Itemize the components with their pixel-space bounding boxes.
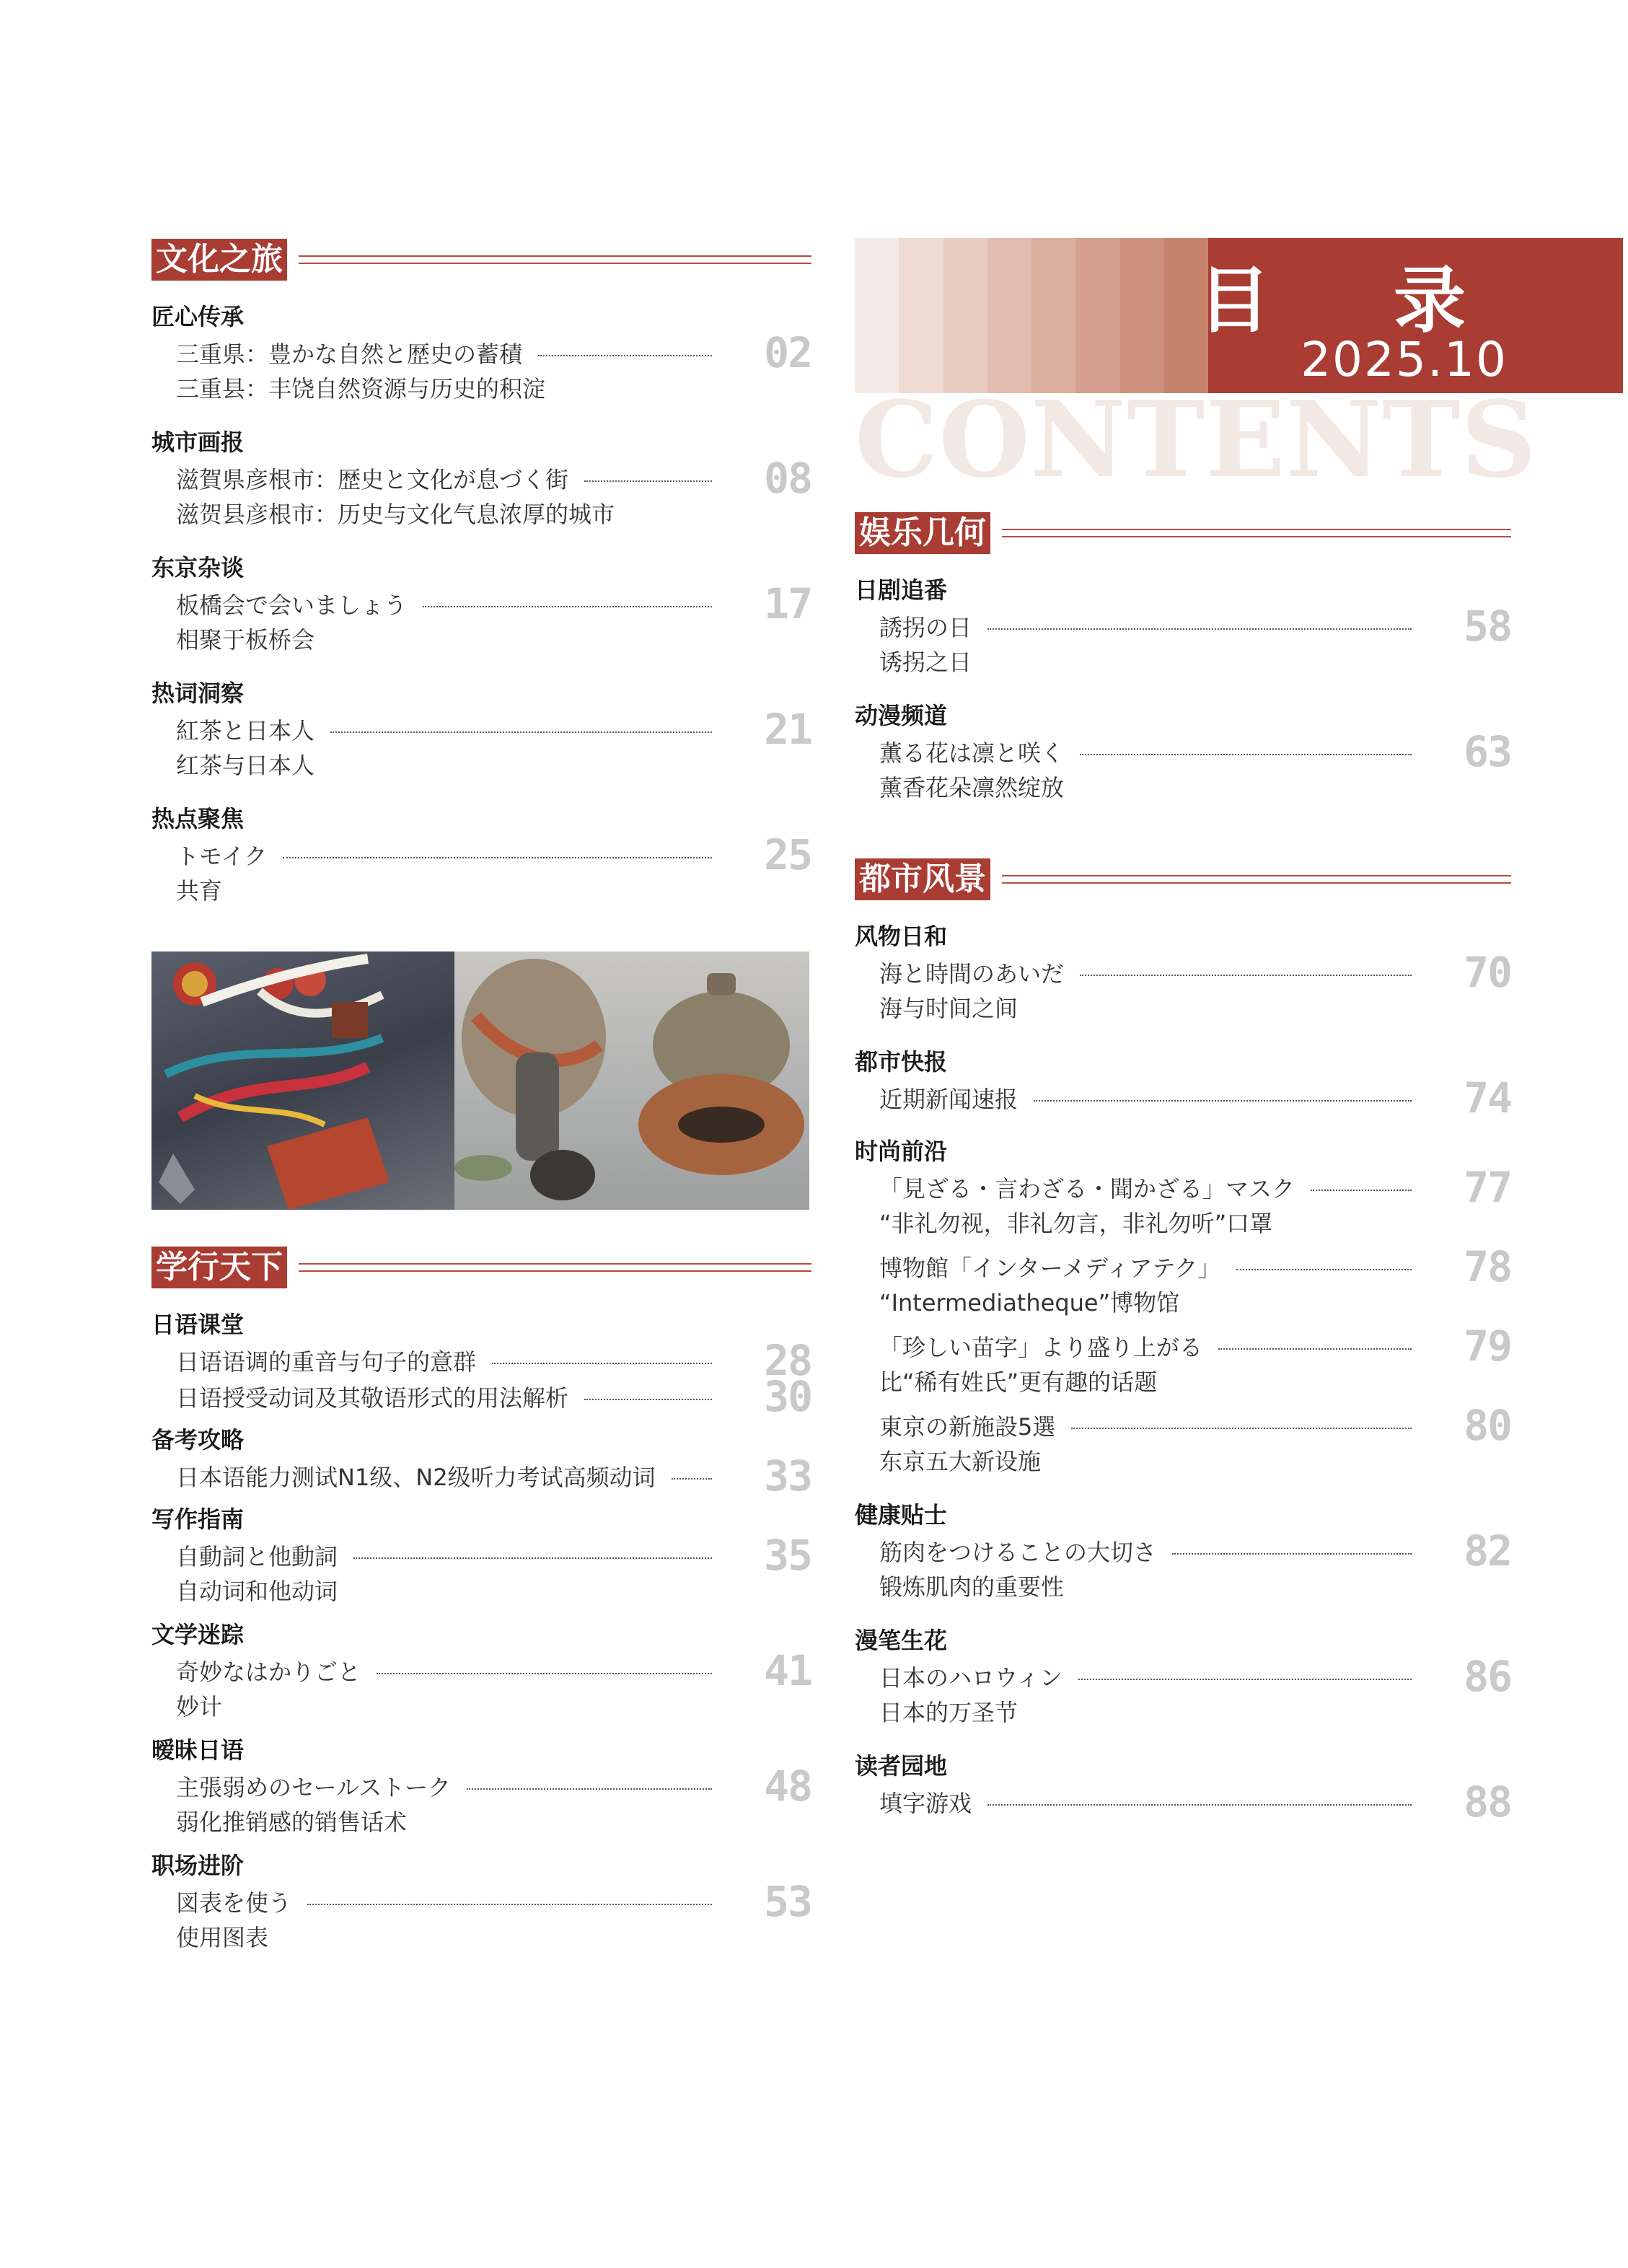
- entry-subtitle: 三重县：丰饶自然资源与历史的积淀: [176, 375, 546, 403]
- dot-leader: [1311, 1190, 1412, 1191]
- entry-subtitle: “非礼勿视，非礼勿言，非礼勿听”口罩: [879, 1210, 1273, 1237]
- category-label: 健康贴士: [855, 1501, 948, 1529]
- entry-subtitle: 弱化推销感的销售话术: [176, 1808, 408, 1836]
- contents-watermark: CONTENTS: [855, 379, 1537, 501]
- section-heading: [151, 1246, 811, 1289]
- photo-pottery: [454, 951, 809, 1210]
- entry-subtitle: 妙计: [176, 1693, 223, 1720]
- section-heading: [855, 858, 1511, 901]
- entry-title: 誘拐の日: [879, 614, 972, 641]
- left-column: [151, 238, 811, 1963]
- entry-title: 填字游戏: [879, 1790, 972, 1817]
- entry-title: 板橋会で会いましょう: [176, 592, 408, 619]
- page-number: 02: [764, 328, 811, 377]
- page-number: 17: [764, 579, 811, 628]
- toc-entry[interactable]: [151, 454, 811, 503]
- section-heading: [855, 511, 1511, 555]
- page-number: 08: [764, 454, 811, 503]
- entry-title: 近期新闻速报: [879, 1086, 1018, 1113]
- gradient-stripe: [855, 238, 899, 393]
- category-label: 东京杂谈: [151, 554, 245, 581]
- dot-leader: [467, 1788, 712, 1790]
- spacer: [151, 783, 811, 801]
- section-title: 学行天下: [151, 1247, 287, 1288]
- entry-subtitle: 相聚于板桥会: [176, 626, 315, 654]
- spacer: [855, 1480, 1511, 1497]
- dot-leader: [987, 628, 1412, 630]
- page-number: 79: [1464, 1322, 1511, 1371]
- entry-title: 筋肉をつけることの大切さ: [879, 1539, 1157, 1566]
- entry-subtitle: 滋贺县彦根市：历史与文化气息浓厚的城市: [176, 501, 615, 528]
- toc-entry[interactable]: [151, 328, 811, 377]
- dot-leader: [283, 857, 712, 858]
- spacer: [855, 1027, 1511, 1044]
- spacer: [151, 909, 811, 926]
- gradient-stripe: [899, 238, 943, 393]
- page-number: 48: [764, 1762, 811, 1811]
- entry-subtitle: 薰香花朵凛然绽放: [879, 774, 1065, 801]
- entry-subtitle: 使用图表: [176, 1924, 269, 1951]
- entry-subtitle: 红茶与日本人: [176, 752, 315, 779]
- toc-entry[interactable]: [151, 1877, 811, 1926]
- spacer: [151, 1725, 811, 1732]
- dot-leader: [1172, 1553, 1412, 1555]
- spacer: [151, 1415, 811, 1422]
- spacer: [855, 1321, 1511, 1328]
- category-label: 风物日和: [855, 923, 948, 950]
- page-number: 41: [764, 1646, 811, 1695]
- section-title: 都市风景: [855, 858, 990, 900]
- entry-title: 紅茶と日本人: [176, 717, 315, 744]
- category-label: 文学迷踪: [151, 1621, 245, 1648]
- section-title: 娱乐几何: [855, 512, 990, 554]
- spacer: [151, 532, 811, 550]
- spacer: [151, 658, 811, 675]
- right-body: [855, 494, 1511, 1837]
- entry-subtitle: 共育: [176, 877, 223, 905]
- page-number: 86: [1464, 1652, 1511, 1701]
- entry-title: 日语授受动词及其敬语形式的用法解析: [176, 1384, 569, 1412]
- category-label: 读者园地: [855, 1752, 948, 1780]
- category-label: 城市画报: [151, 428, 245, 456]
- spacer: [151, 1840, 811, 1847]
- gradient-stripe: [1120, 238, 1164, 393]
- spacer: [855, 823, 1511, 840]
- dot-leader: [423, 606, 712, 607]
- spacer: [151, 1494, 811, 1501]
- toc-entry[interactable]: [855, 1163, 1511, 1212]
- entry-title: 三重県：豊かな自然と歴史の蓄積: [176, 340, 523, 368]
- entry-subtitle: 诱拐之日: [879, 649, 972, 676]
- section-rule: [299, 255, 811, 264]
- spacer: [855, 1116, 1511, 1133]
- dot-leader: [584, 480, 712, 482]
- entry-title: 「珍しい苗字」より盛り上がる: [879, 1334, 1203, 1361]
- toc-entry[interactable]: [855, 1401, 1511, 1450]
- toc-entry[interactable]: [151, 830, 811, 879]
- toc-entry[interactable]: [151, 1336, 811, 1385]
- page-number: 88: [1464, 1777, 1511, 1827]
- section-rule: [299, 1263, 811, 1272]
- dot-leader: [307, 1904, 712, 1905]
- category-label: 都市快报: [855, 1048, 948, 1076]
- entry-subtitle: 自动词和他动词: [176, 1578, 338, 1605]
- page-number: 30: [764, 1372, 811, 1421]
- spacer: [151, 1609, 811, 1617]
- category-label: 职场进阶: [151, 1852, 245, 1879]
- category-label: 日语课堂: [151, 1311, 245, 1338]
- toc-entry[interactable]: [151, 1451, 811, 1500]
- spacer: [855, 806, 1511, 823]
- header-gradient: [855, 238, 1208, 393]
- page-number: 78: [1464, 1242, 1511, 1291]
- dot-leader: [672, 1478, 712, 1480]
- category-label: 时尚前沿: [855, 1138, 948, 1165]
- category-label: 备考攻略: [151, 1426, 245, 1454]
- category-label: 热词洞察: [151, 680, 245, 707]
- entry-title: 日语语调的重音与句子的意群: [176, 1348, 477, 1376]
- entry-title: 海と時間のあいだ: [879, 960, 1065, 988]
- toc-entry[interactable]: [855, 948, 1511, 997]
- category-label: 暧昧日语: [151, 1736, 245, 1764]
- entry-subtitle: 海与时间之间: [879, 995, 1018, 1022]
- category-label: 动漫频道: [855, 702, 948, 729]
- entry-subtitle: 东京五大新设施: [879, 1448, 1042, 1475]
- gradient-stripe: [1075, 238, 1119, 393]
- entry-subtitle: “Intermediatheque”博物馆: [879, 1289, 1180, 1317]
- spacer: [855, 1241, 1511, 1249]
- dot-leader: [377, 1673, 712, 1674]
- spacer: [855, 1731, 1511, 1748]
- spacer: [855, 1400, 1511, 1407]
- spacer: [151, 1289, 811, 1306]
- entry-title: トモイク: [176, 843, 268, 870]
- toc-entry[interactable]: [855, 727, 1511, 776]
- spacer: [855, 1605, 1511, 1622]
- page-number: 63: [1464, 727, 1511, 776]
- gradient-stripe: [943, 238, 987, 393]
- toc-entry[interactable]: [151, 1372, 811, 1421]
- page-number: 21: [764, 705, 811, 754]
- section-title: 文化之旅: [151, 239, 287, 281]
- entry-title: 主張弱めのセールストーク: [176, 1774, 452, 1801]
- dot-leader: [1078, 1679, 1412, 1680]
- toc-entry[interactable]: [151, 1531, 811, 1580]
- spacer: [855, 555, 1511, 572]
- dot-leader: [330, 731, 712, 733]
- section-heading: [151, 238, 811, 281]
- gradient-stripe: [987, 238, 1031, 393]
- page-number: 82: [1464, 1526, 1511, 1575]
- toc-entry[interactable]: [855, 1777, 1511, 1827]
- page-number: 70: [1464, 948, 1511, 997]
- toc-entry[interactable]: [151, 1646, 811, 1695]
- contents-header: [855, 238, 1623, 393]
- dot-leader: [1080, 754, 1412, 755]
- entry-title: 奇妙なはかりごと: [176, 1658, 361, 1686]
- page-number: 74: [1464, 1073, 1511, 1122]
- category-label: 热点聚焦: [151, 805, 245, 832]
- spacer: [151, 407, 811, 424]
- page-number: 77: [1464, 1163, 1511, 1212]
- page-number: 25: [764, 830, 811, 879]
- entry-title: 自動詞と他動詞: [176, 1543, 338, 1570]
- page-number: 80: [1464, 1401, 1511, 1450]
- toc-entry[interactable]: [151, 1762, 811, 1811]
- page-number: 35: [764, 1531, 811, 1580]
- section-rule: [1002, 875, 1511, 884]
- entry-title: 滋賀県彦根市：歴史と文化が息づく街: [176, 466, 569, 493]
- dot-leader: [1071, 1428, 1412, 1429]
- dot-leader: [1218, 1348, 1412, 1350]
- issue-date: 2025.10: [1301, 332, 1508, 387]
- page-number: 53: [764, 1877, 811, 1926]
- entry-subtitle: 日本的万圣节: [879, 1699, 1018, 1726]
- dot-leader: [353, 1557, 712, 1559]
- spacer: [855, 840, 1511, 858]
- toc-entry[interactable]: [151, 579, 811, 628]
- dot-leader: [1034, 1100, 1412, 1102]
- toc-entry[interactable]: [855, 1526, 1511, 1575]
- entry-subtitle: 比“稀有姓氏”更有趣的话题: [879, 1368, 1158, 1396]
- toc-entry[interactable]: [151, 705, 811, 754]
- photo-cords: [151, 951, 454, 1210]
- entry-title: 日本语能力测试N1级、N2级听力考试高频动词: [176, 1464, 656, 1491]
- spacer: [855, 680, 1511, 698]
- entry-title: 博物館「インターメディアテク」: [879, 1254, 1221, 1282]
- crafts-photo: [151, 951, 809, 1210]
- category-label: 漫笔生花: [855, 1627, 948, 1654]
- toc-entry[interactable]: [855, 1652, 1511, 1701]
- entry-subtitle: 锻炼肌肉的重要性: [879, 1573, 1065, 1601]
- dot-leader: [492, 1363, 712, 1364]
- entry-title: 「見ざる・言わざる・聞かざる」マスク: [879, 1175, 1295, 1203]
- dot-leader: [584, 1399, 712, 1400]
- dot-leader: [987, 1804, 1412, 1806]
- dot-leader: [1236, 1269, 1412, 1270]
- entry-title: 薫る花は凛と咲く: [879, 739, 1065, 767]
- dot-leader: [1080, 975, 1412, 976]
- spacer: [855, 901, 1511, 918]
- entry-title: 日本のハロウィン: [879, 1664, 1063, 1692]
- page-title: 目 录: [1198, 258, 1515, 343]
- entry-title: 東京の新施設5選: [879, 1413, 1056, 1441]
- gradient-stripe: [1031, 238, 1075, 393]
- spacer: [151, 281, 811, 299]
- right-column: [855, 238, 1537, 1837]
- page-number: 58: [1464, 602, 1511, 651]
- category-label: 匠心传承: [151, 303, 245, 330]
- spacer: [855, 1820, 1511, 1837]
- dot-leader: [538, 355, 712, 356]
- category-label: 日剧追番: [855, 576, 948, 604]
- entry-title: 図表を使う: [176, 1889, 292, 1917]
- toc-entry[interactable]: [855, 1322, 1511, 1371]
- category-label: 写作指南: [151, 1506, 245, 1533]
- toc-entry[interactable]: [855, 1073, 1511, 1122]
- toc-entry[interactable]: [855, 1242, 1511, 1291]
- section-rule: [1002, 529, 1511, 537]
- page-number: 33: [764, 1451, 811, 1500]
- spacer: [151, 1956, 811, 1963]
- toc-entry[interactable]: [855, 602, 1511, 651]
- page-number: 28: [764, 1336, 811, 1385]
